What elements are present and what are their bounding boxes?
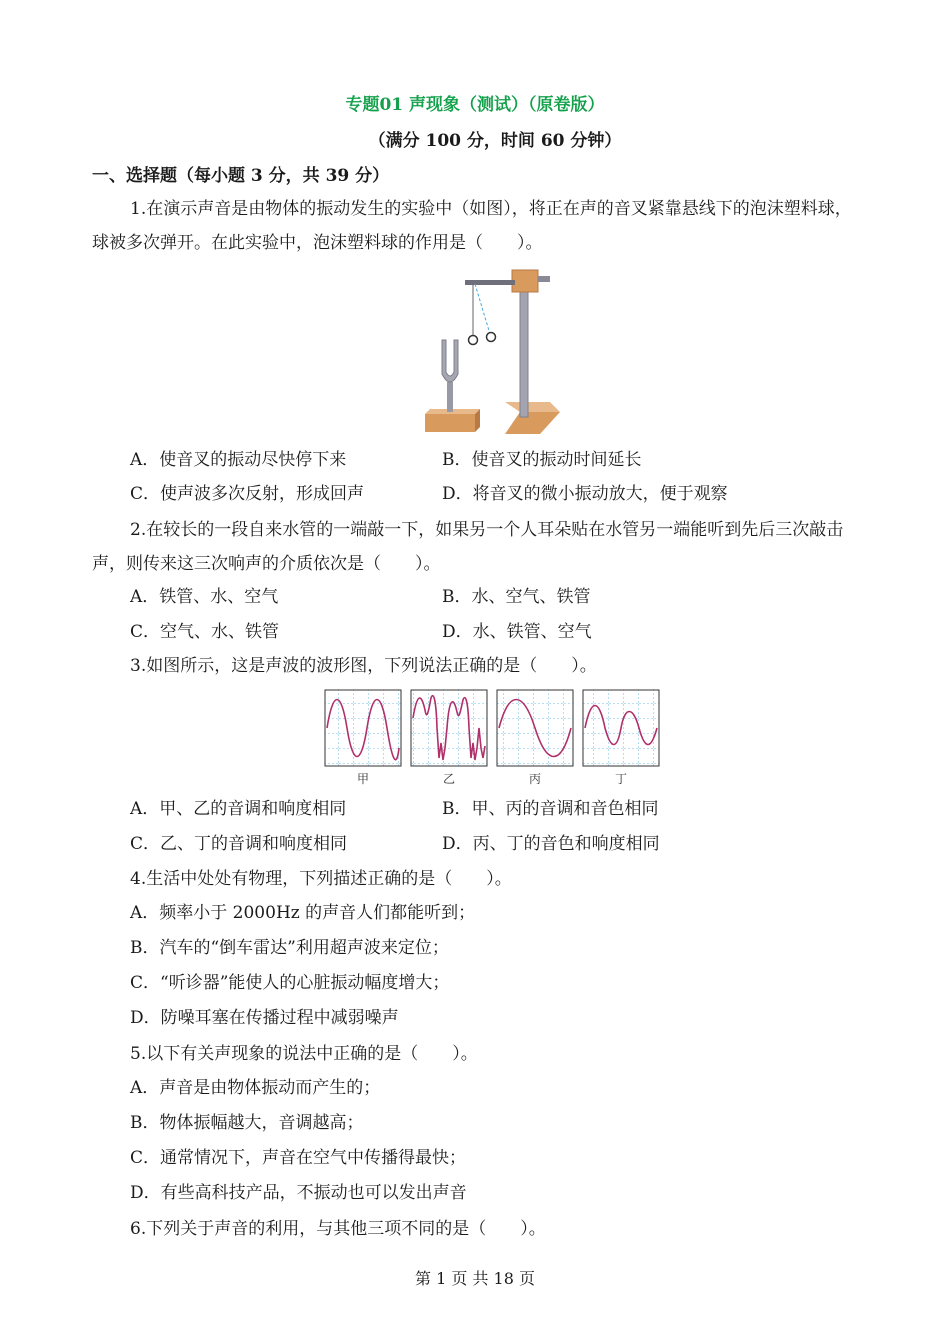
question-6-stem: 6.下列关于声音的利用，与其他三项不同的是（ ）。 (130, 1219, 546, 1239)
waveform-label-yi: 乙 (442, 772, 456, 786)
question-5-stem: 5.以下有关声现象的说法中正确的是（ ）。 (130, 1044, 478, 1064)
page-subtitle: （满分 100 分，时间 60 分钟） (368, 131, 622, 151)
q1-option-a: A．使音叉的振动尽快停下来 (130, 450, 347, 470)
question-2-stem: 2.在较长的一段自来水管的一端敲一下，如果另一个人耳朵贴在水管另一端能听到先后三次敲击声，则传来这三次响声的介质依次是（ ）。 (92, 520, 844, 574)
page-footer: 第 1 页 共 18 页 (415, 1269, 535, 1288)
q3-option-d: D．丙、丁的音色和响度相同 (442, 834, 660, 854)
question-4-stem: 4.生活中处处有物理，下列描述正确的是（ ）。 (130, 869, 512, 889)
waveform-label-jia: 甲 (356, 772, 370, 786)
q3-option-b: B．甲、丙的音调和音色相同 (442, 799, 659, 819)
q1-option-d: D．将音叉的微小振动放大，便于观察 (442, 484, 728, 504)
q4-option-c: C．“听诊器”能使人的心脏振动幅度增大； (130, 973, 450, 993)
question-1-stem: 1.在演示声音是由物体的振动发生的实验中（如图），将正在声的音叉紧靠悬线下的泡沫塑料球，球被多次弹开。在此实验中，泡沫塑料球的作用是（ ）。 (92, 199, 852, 253)
q3-option-a: A．甲、乙的音调和响度相同 (130, 799, 347, 819)
q5-option-b: B．物体振幅越大，音调越高； (130, 1113, 364, 1133)
section-heading: 一、选择题（每小题 3 分，共 39 分） (92, 166, 390, 186)
q4-option-d: D．防噪耳塞在传播过程中减弱噪声 (130, 1008, 399, 1028)
q2-option-b: B．水、空气、铁管 (442, 587, 591, 607)
q5-option-d: D．有些高科技产品，不振动也可以发出声音 (130, 1183, 467, 1203)
page-title: 专题01 声现象（测试）（原卷版） (345, 95, 605, 115)
q2-option-a: A．铁管、水、空气 (130, 587, 279, 607)
question-3-stem: 3.如图所示，这是声波的波形图，下列说法正确的是（ ）。 (130, 656, 597, 676)
waveform-figure (323, 688, 661, 788)
q2-option-c: C．空气、水、铁管 (130, 622, 280, 642)
q3-option-c: C．乙、丁的音调和响度相同 (130, 834, 348, 854)
waveform-label-ding: 丁 (614, 772, 628, 786)
waveform-jia (325, 690, 401, 766)
q2-option-d: D．水、铁管、空气 (442, 622, 592, 642)
q5-option-a: A．声音是由物体振动而产生的； (130, 1078, 381, 1098)
waveform-bing (497, 690, 573, 766)
q4-option-b: B．汽车的“倒车雷达”利用超声波来定位； (130, 938, 449, 958)
q5-option-c: C．通常情况下，声音在空气中传播得最快； (130, 1148, 467, 1168)
tuning-fork-figure (420, 262, 560, 438)
waveform-yi (411, 690, 487, 766)
q1-option-c: C．使声波多次反射，形成回声 (130, 484, 365, 504)
q1-option-b: B．使音叉的振动时间延长 (442, 450, 642, 470)
waveform-ding (583, 690, 659, 766)
waveform-label-bing: 丙 (528, 772, 542, 786)
q4-option-a: A．频率小于 2000Hz 的声音人们都能听到； (130, 903, 476, 923)
